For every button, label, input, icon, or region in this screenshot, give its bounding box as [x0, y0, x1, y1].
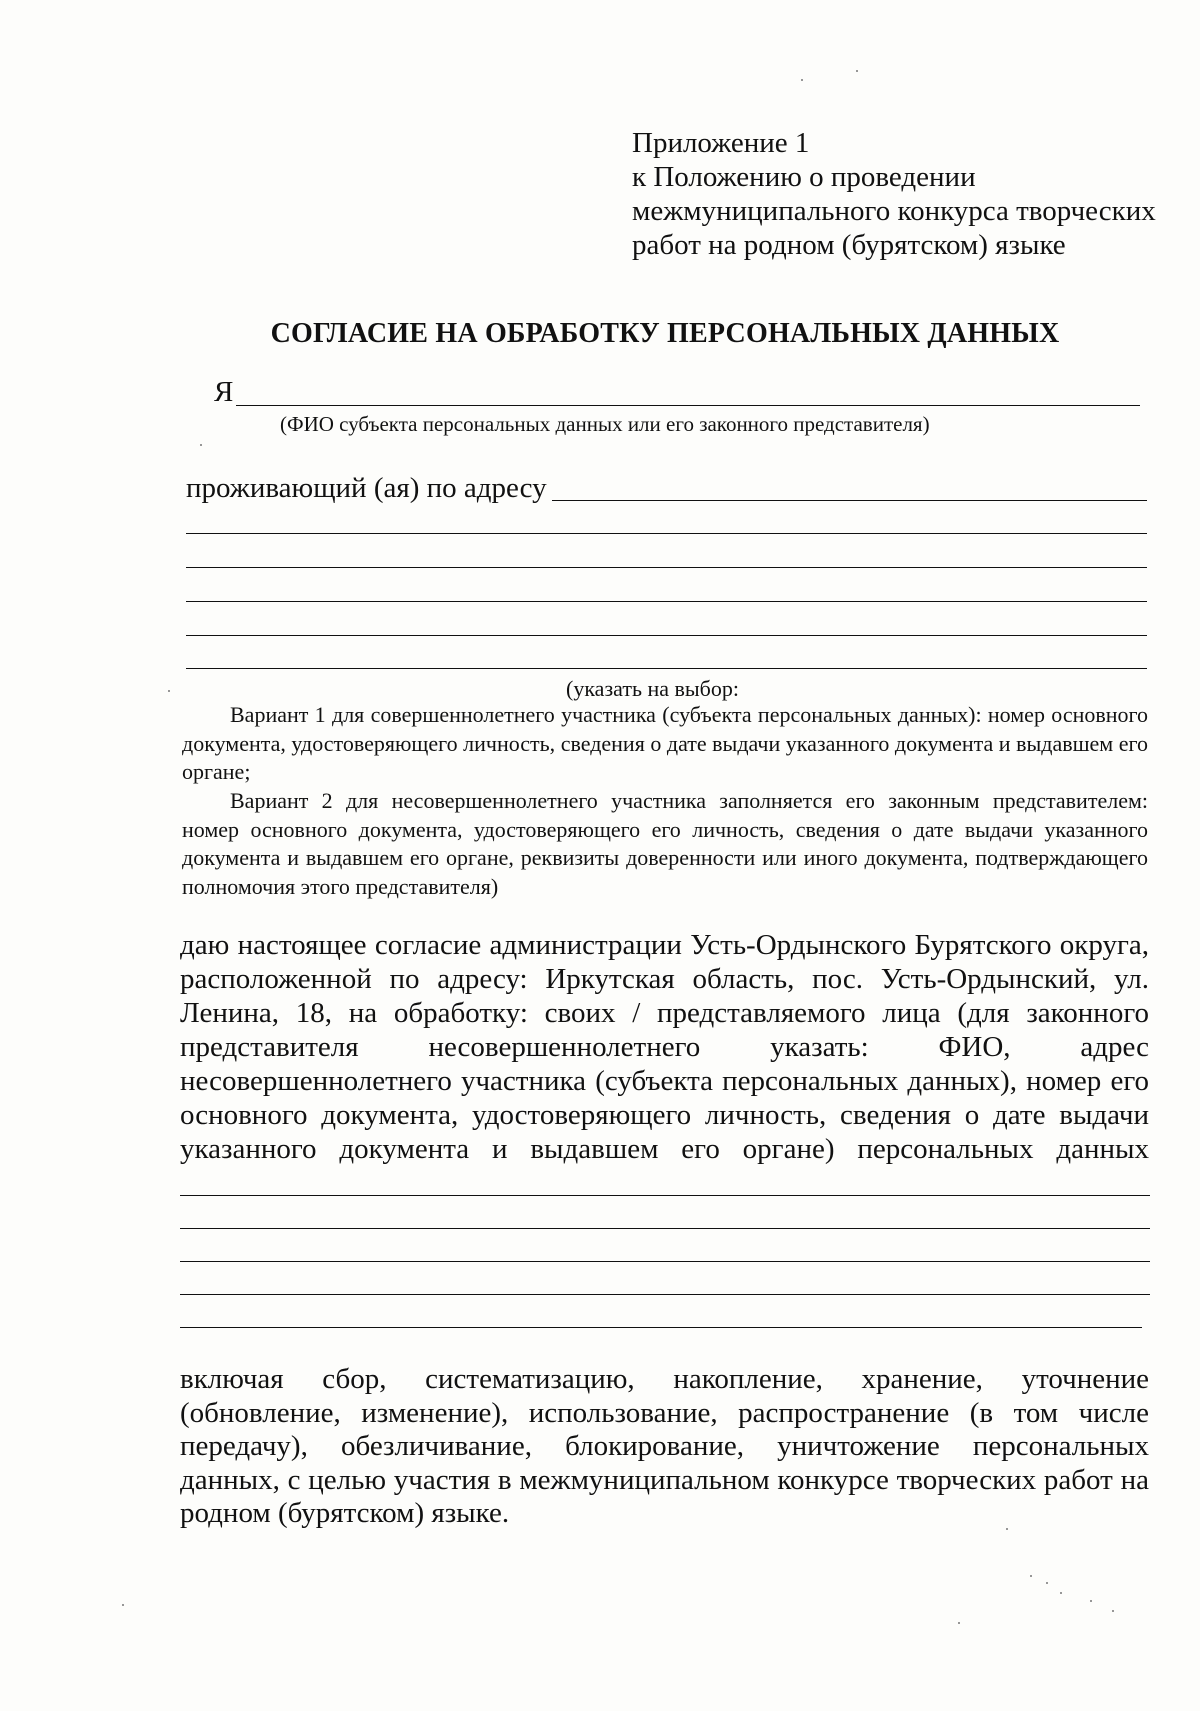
scan-speck — [1090, 1600, 1092, 1602]
personal-data-line — [180, 1294, 1150, 1295]
personal-data-line — [180, 1261, 1150, 1262]
personal-data-line — [180, 1327, 1142, 1328]
address-line — [186, 533, 1147, 534]
personal-data-line — [180, 1195, 1150, 1196]
appendix-line: работ на родном (бурятском) языке — [632, 229, 1066, 261]
variant-1-text — [182, 701, 1148, 787]
scan-speck — [122, 1604, 124, 1606]
purpose-paragraph: включая сбор, систематизацию, накопление, хранение, уточнение (обновление, изменение), использование, распространение (в том числе передачу), обезличивание, блокирование, уничтожение персональных данных, с целью участия в межмуниципальном конкурсе творческих работ на родном (бурятском) языке. — [180, 1363, 1149, 1529]
scan-speck — [1060, 1592, 1062, 1594]
document-title: СОГЛАСИЕ НА ОБРАБОТКУ ПЕРСОНАЛЬНЫХ ДАННЫХ — [270, 318, 1060, 349]
appendix-line: межмуниципального конкурса творческих — [632, 195, 1156, 227]
address-line — [186, 601, 1147, 602]
scan-speck — [168, 690, 170, 692]
scan-speck — [856, 70, 858, 72]
variant-2-text — [182, 787, 1148, 901]
subject-label: Я — [214, 376, 234, 408]
variant-1-body: Вариант 1 для совершеннолетнего участника (субъекта персональных данных): номер основного документа, удостоверяющего личность, сведения о дате выдачи указанного документа и выдавшем его органе; — [182, 702, 1148, 784]
scan-speck — [1006, 1528, 1008, 1530]
address-line — [552, 500, 1147, 501]
address-line — [186, 567, 1147, 568]
scan-speck — [1112, 1610, 1114, 1612]
scan-speck — [958, 1622, 960, 1624]
choose-note: (указать на выбор: — [566, 676, 739, 701]
subject-caption: (ФИО субъекта персональных данных или его законного представителя) — [280, 412, 930, 436]
address-label: проживающий (ая) по адресу — [186, 472, 547, 504]
appendix-header — [632, 126, 1172, 262]
scan-speck — [1046, 1582, 1048, 1584]
variant-2-body: Вариант 2 для несовершеннолетнего участника заполняется его законным представителем: номер основного документа, удостоверяющего его личность, сведения о дате выдачи указанного документа и выдавшем его органе, реквизиты доверенности или иного документа, подтверждающего полномочия этого представителя) — [182, 788, 1148, 899]
appendix-line: к Положению о проведении — [632, 161, 976, 193]
address-line — [186, 668, 1147, 669]
consent-paragraph: даю настоящее согласие администрации Усть-Ордынского Бурятского округа, расположенной по адресу: Иркутская область, пос. Усть-Ордынский, ул. Ленина, 18, на обработку: своих / представляемого лица (для законного представителя несовершеннолетнего указать: ФИО, адрес несовершеннолетнего участника (субъекта персональных данных), номер его основного документа, удостоверяющего личность, сведения о дате выдачи указанного документа и выдавшем его органе) персональных данных — [180, 929, 1149, 1165]
address-line — [186, 635, 1147, 636]
scan-speck — [200, 444, 202, 446]
appendix-line: Приложение 1 — [632, 127, 810, 159]
personal-data-line — [180, 1228, 1150, 1229]
scan-speck — [801, 79, 803, 81]
subject-name-line — [236, 405, 1140, 406]
scan-speck — [1030, 1575, 1032, 1577]
